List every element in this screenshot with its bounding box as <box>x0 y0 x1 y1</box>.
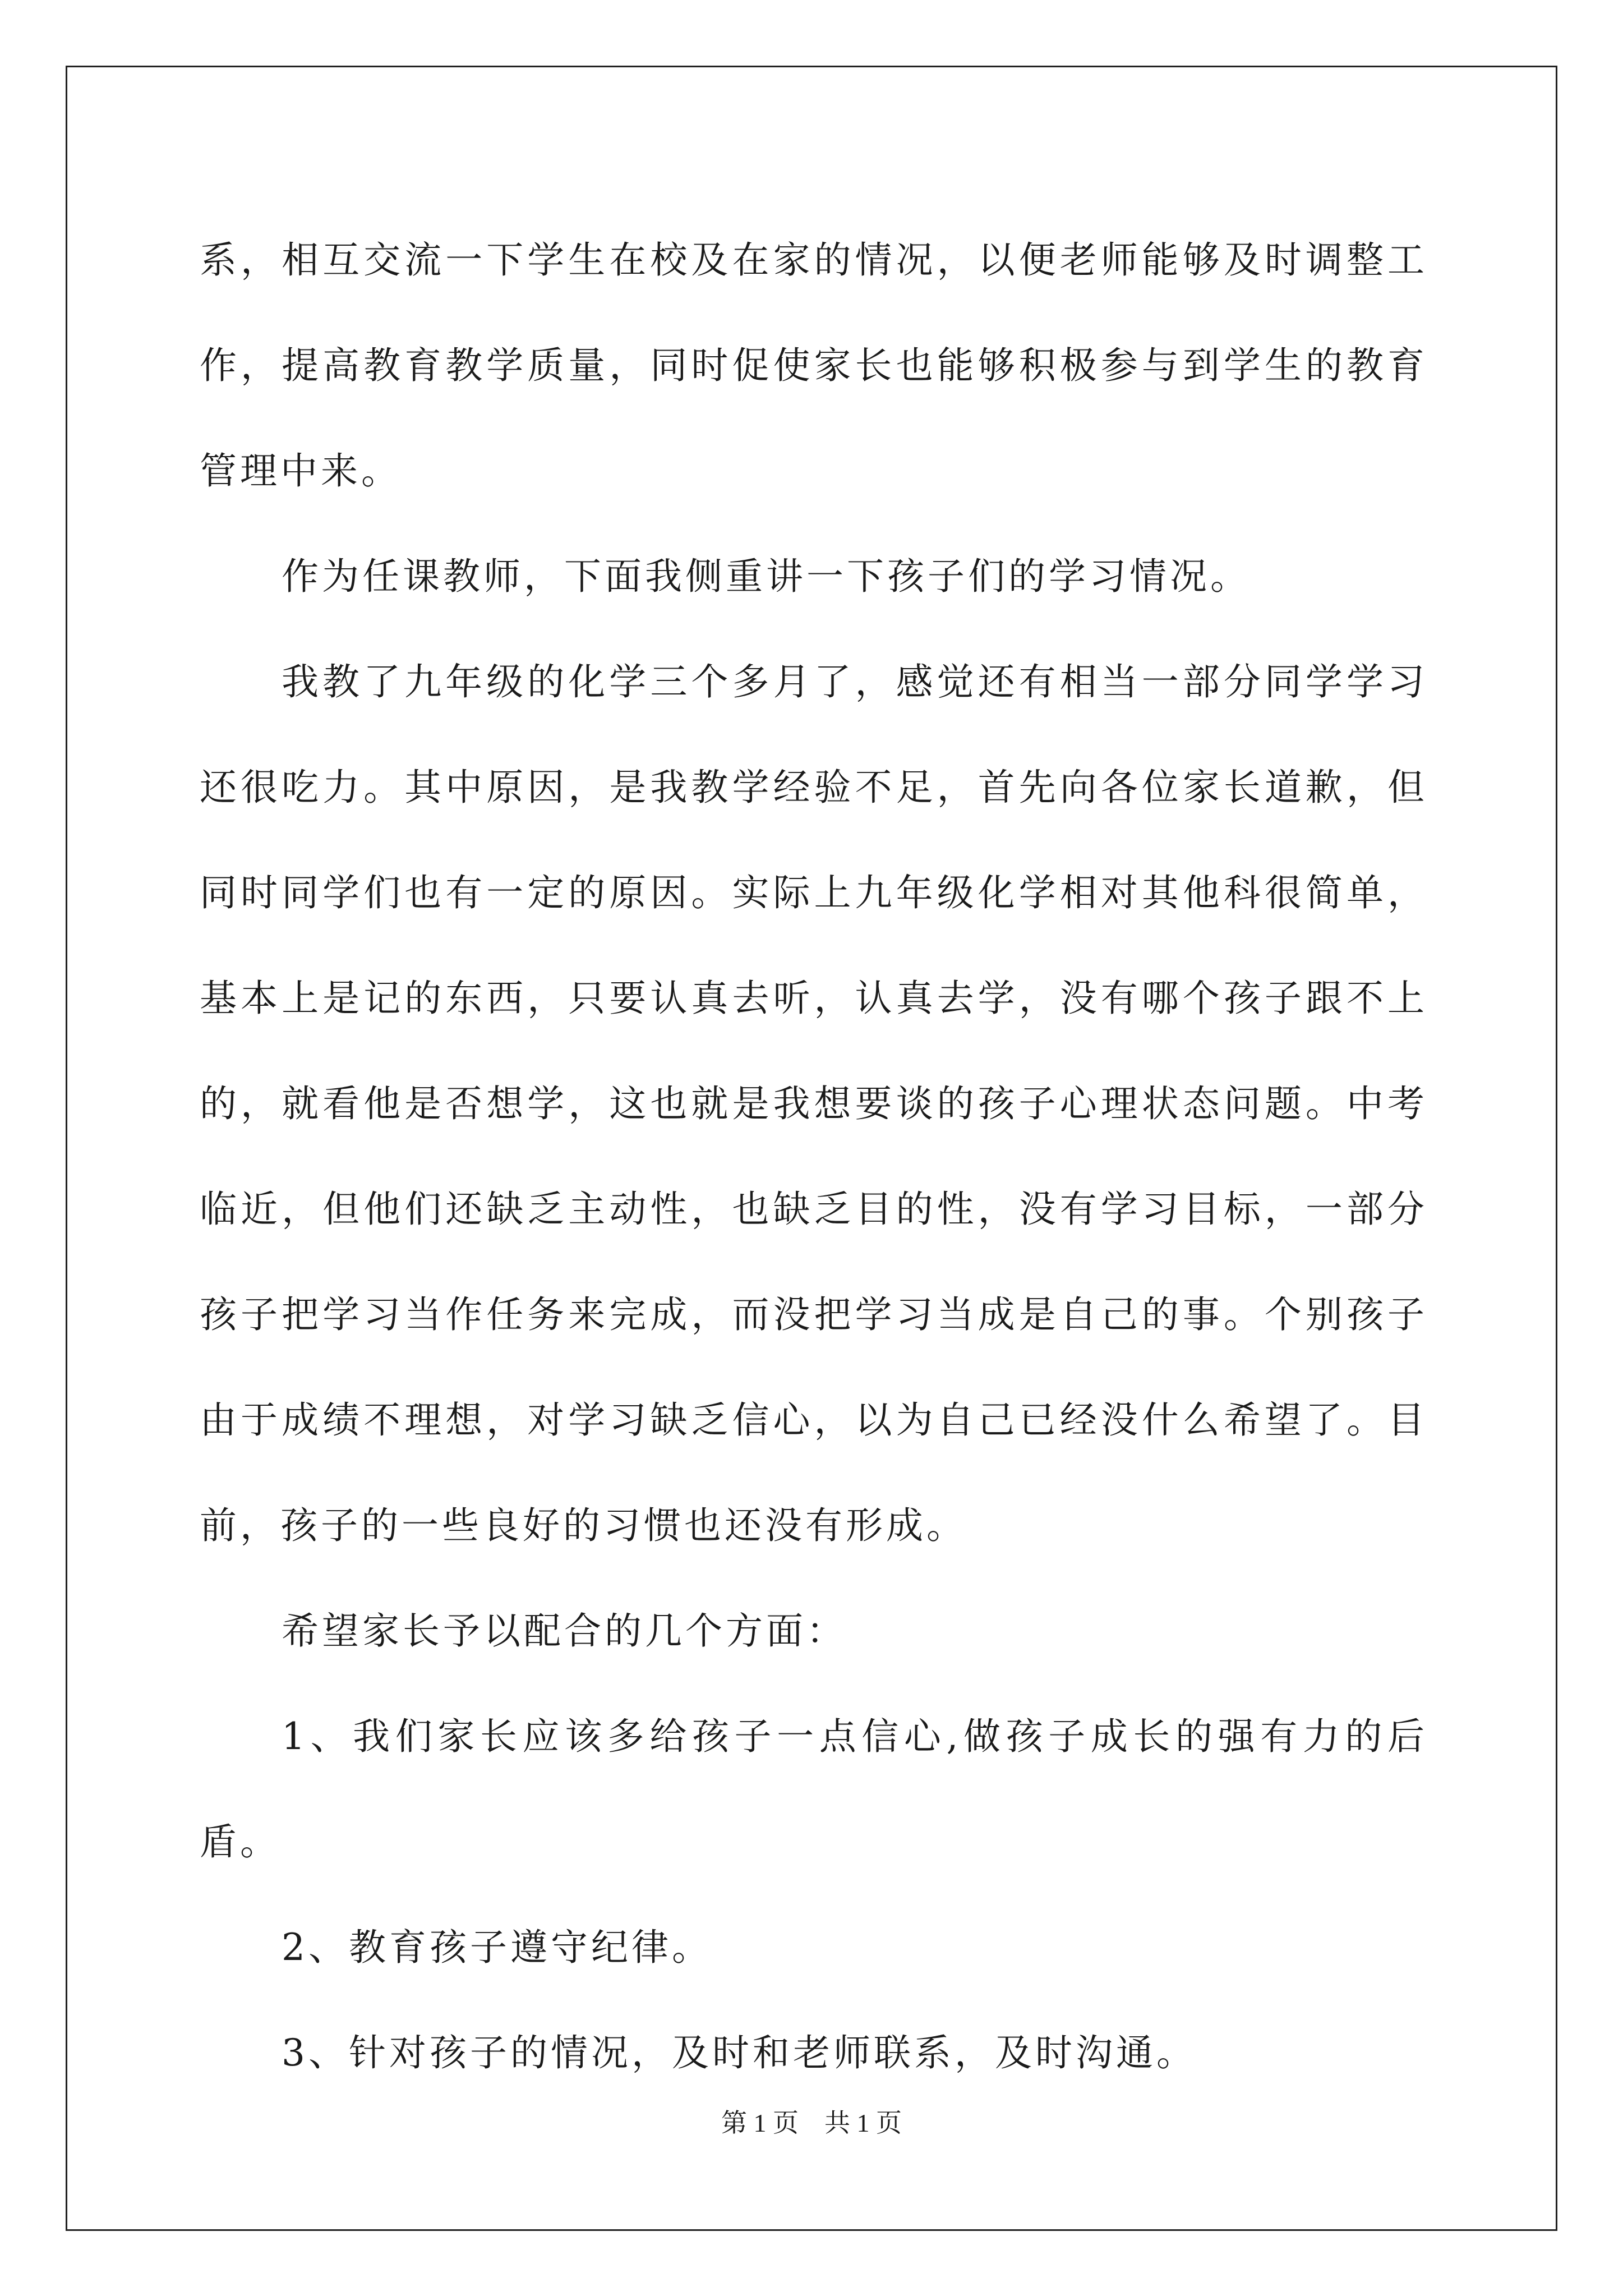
list-item-3: 3、针对孩子的情况，及时和老师联系，及时沟通。 <box>282 2031 1197 2074</box>
list-item-1: 1、我们家长应该多给孩子一点信心,做孩子成长的强有力的后盾。 <box>200 1715 1428 1864</box>
paragraph-intro: 作为任课教师，下面我侧重讲一下孩子们的学习情况。 <box>282 555 1251 598</box>
paragraph-cooperation-heading: 希望家长予以配合的几个方面： <box>282 1609 847 1653</box>
document-body <box>200 208 1428 2106</box>
paragraph-learning-situation: 我教了九年级的化学三个多月了，感觉还有相当一部分同学学习还很吃力。其中原因，是我教学经验不足，首先向各位家长道歉，但同时同学们也有一定的原因。实际上九年级化学相对其他科很简单，基本上是记的东西，只要认真去听，认真去学，没有哪个孩子跟不上的，就看他是否想学，这也就是我想要谈的孩子心理状态问题。中考临近，但他们还缺乏主动性，也缺乏目的性，没有学习目标，一部分孩子把学习当作任务来完成，而没把学习当成是自己的事。个别孩子由于成绩不理想，对学习缺乏信心，以为自己已经没什么希望了。目前，孩子的一些良好的习惯也还没有形成。 <box>200 660 1428 1547</box>
paragraph-continuation: 系，相互交流一下学生在校及在家的情况，以便老师能够及时调整工作，提高教育教学质量，同时促使家长也能够积极参与到学生的教育管理中来。 <box>200 238 1428 493</box>
list-item-2: 2、教育孩子遵守纪律。 <box>282 1926 712 1969</box>
page-number: 第 1 页 共 1 页 <box>721 2109 902 2137</box>
